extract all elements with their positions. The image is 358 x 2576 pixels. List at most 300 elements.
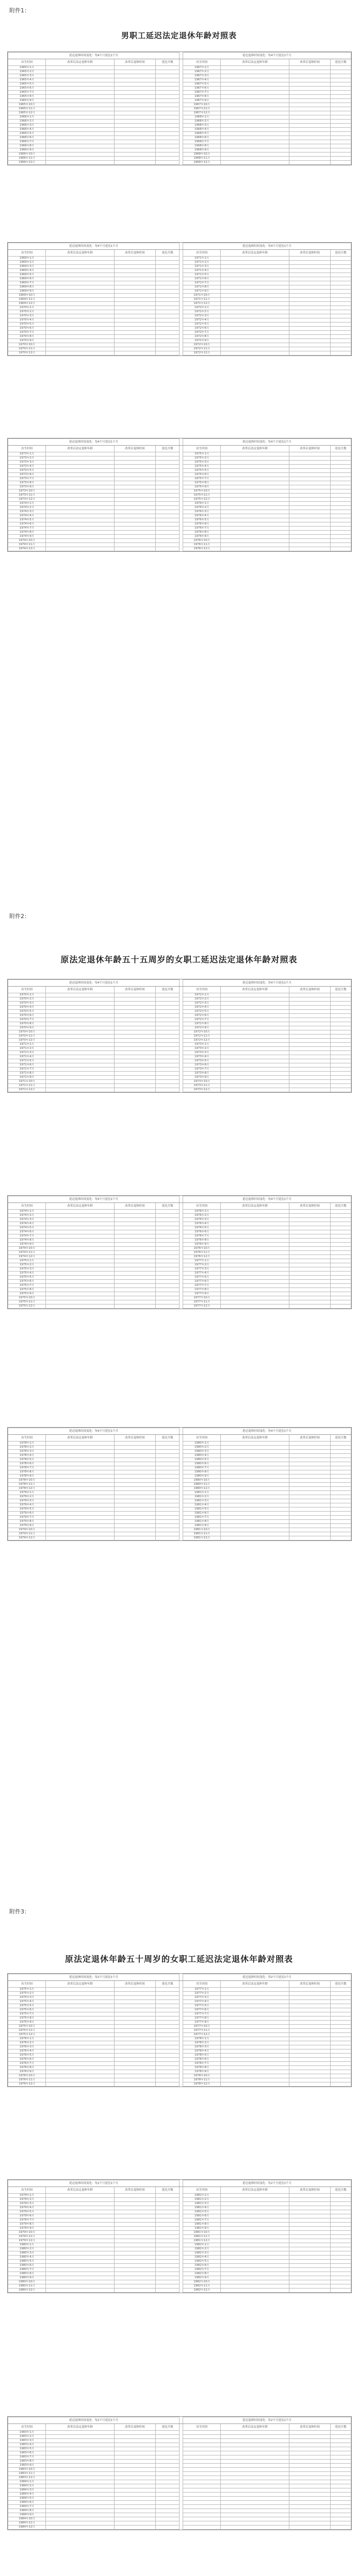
table-cell xyxy=(46,2464,115,2468)
table-cell xyxy=(46,465,115,469)
table-cell xyxy=(115,498,156,502)
table-cell xyxy=(221,1288,289,1292)
table-cell xyxy=(331,997,351,1002)
column-header: 改革后退休时间 xyxy=(115,2187,156,2194)
table-cell: 1971年1月 xyxy=(8,1043,46,1047)
table-cell: 1977年8月 xyxy=(183,1288,221,1292)
table-cell xyxy=(221,2041,289,2045)
table-cell xyxy=(289,535,331,539)
table-cell xyxy=(331,2243,351,2247)
table-cell xyxy=(115,518,156,522)
table-cell xyxy=(289,1222,331,1226)
table-cell xyxy=(115,1992,156,1996)
table-cell xyxy=(115,1055,156,1059)
table-cell xyxy=(46,298,115,302)
table-cell: 1966年11月 xyxy=(8,157,46,161)
table-cell xyxy=(289,997,331,1002)
table-cell xyxy=(331,148,351,152)
table-cell xyxy=(155,91,180,95)
table-cell: 1974年12月 xyxy=(8,547,46,551)
table-cell xyxy=(46,993,115,997)
table-cell: 1974年2月 xyxy=(8,506,46,510)
table-cell xyxy=(46,1470,115,1475)
table-cell xyxy=(289,1536,331,1540)
table-cell xyxy=(221,547,289,551)
table-cell xyxy=(115,2272,156,2276)
table-cell xyxy=(331,2033,351,2037)
table-cell: 1979年8月 xyxy=(8,1520,46,1524)
table-cell: 1978年3月 xyxy=(183,2045,221,2049)
table-cell: 1977年12月 xyxy=(183,2033,221,2037)
table-cell xyxy=(289,1263,331,1267)
table-cell xyxy=(221,1026,289,1030)
table-cell: 1973年1月 xyxy=(183,1043,221,1047)
table-cell xyxy=(115,99,156,103)
table-cell xyxy=(115,531,156,535)
table-cell xyxy=(155,2218,180,2223)
table-cell xyxy=(289,1462,331,1466)
column-header: 延迟月数 xyxy=(155,1981,180,1988)
table-cell xyxy=(155,2484,180,2488)
table-cell: 1975年5月 xyxy=(8,1276,46,1280)
table-cell xyxy=(221,2025,289,2029)
column-header: 改革后退休时间 xyxy=(115,1435,156,1442)
table-cell xyxy=(331,502,351,506)
table-cell xyxy=(221,2272,289,2276)
column-header: 改革后法定退休年龄 xyxy=(221,987,289,993)
table-cell xyxy=(289,331,331,335)
table-cell: 1970年3月 xyxy=(8,1002,46,1006)
table-cell xyxy=(331,461,351,465)
table-cell: 1976年9月 xyxy=(183,535,221,539)
table-cell: 1972年5月 xyxy=(183,323,221,327)
table-cell xyxy=(331,1006,351,1010)
table-cell xyxy=(155,339,180,343)
table-cell xyxy=(221,257,289,261)
table-row xyxy=(8,1475,351,1479)
table-cell xyxy=(221,1462,289,1466)
table-cell xyxy=(155,2268,180,2272)
table-cell: 1969年6月 xyxy=(8,277,46,281)
table-cell xyxy=(46,66,115,70)
table-cell xyxy=(46,1084,115,1088)
table-cell: 1974年4月 xyxy=(8,514,46,518)
table-row xyxy=(8,161,351,165)
table-cell xyxy=(155,1043,180,1047)
table-cell xyxy=(221,481,289,485)
table-cell xyxy=(331,2012,351,2016)
table-row xyxy=(8,2264,351,2268)
table-cell: 1976年6月 xyxy=(8,2058,46,2062)
table-cell xyxy=(221,1035,289,1039)
table-cell: 1976年2月 xyxy=(8,2041,46,2045)
table-cell: 1981年5月 xyxy=(183,1507,221,1512)
table-cell xyxy=(46,510,115,514)
table-row xyxy=(8,2231,351,2235)
table-row xyxy=(8,347,351,351)
table-cell: 1973年11月 xyxy=(183,1084,221,1088)
table-cell xyxy=(46,2202,115,2206)
table-cell: 1977年2月 xyxy=(183,1263,221,1267)
table-cell xyxy=(115,1284,156,1288)
table-row xyxy=(8,273,351,277)
table-cell xyxy=(115,2033,156,2037)
table-cell xyxy=(155,1018,180,1022)
table-cell: 1973年4月 xyxy=(183,1055,221,1059)
column-header: 改革后退休时间 xyxy=(115,1981,156,1988)
table-cell xyxy=(331,120,351,124)
table-cell xyxy=(46,1280,115,1284)
table-cell: 1976年10月 xyxy=(183,539,221,543)
table-cell xyxy=(115,87,156,91)
table-cell xyxy=(289,148,331,152)
column-header: 改革后退休时间 xyxy=(115,2424,156,2431)
table-cell xyxy=(289,1063,331,1067)
table-cell: 1969年1月 xyxy=(8,257,46,261)
table-cell xyxy=(221,2210,289,2214)
table-cell xyxy=(331,2198,351,2202)
table-cell xyxy=(115,2260,156,2264)
table-cell xyxy=(289,107,331,111)
table-top-header: 延迟退休时间变化：每4个月延迟1个月 xyxy=(183,243,351,250)
table-cell xyxy=(331,1483,351,1487)
table-cell xyxy=(289,2070,331,2074)
table-row xyxy=(8,87,351,91)
table-cell xyxy=(289,1296,331,1300)
table-cell: 1974年9月 xyxy=(8,1243,46,1247)
table-cell xyxy=(155,2455,180,2460)
table-row xyxy=(8,461,351,465)
table-cell xyxy=(331,1304,351,1309)
table-cell: 1978年5月 xyxy=(183,2054,221,2058)
table-row xyxy=(8,2464,351,2468)
table-cell: 1971年10月 xyxy=(183,294,221,298)
table-cell xyxy=(46,473,115,477)
table-cell xyxy=(331,323,351,327)
table-cell xyxy=(289,2276,331,2280)
table-cell xyxy=(115,343,156,347)
table-cell xyxy=(221,1524,289,1528)
column-header: 改革后退休时间 xyxy=(115,987,156,993)
table-row xyxy=(8,99,351,103)
table-cell xyxy=(155,290,180,294)
table-top-header: 延迟退休时间变化：每2个月延迟1个月 xyxy=(8,2417,180,2424)
table-cell xyxy=(221,1259,289,1263)
table-cell xyxy=(155,1051,180,1055)
table-cell xyxy=(331,152,351,157)
table-row xyxy=(8,2066,351,2070)
table-cell xyxy=(115,1288,156,1292)
table-cell xyxy=(155,489,180,494)
table-row xyxy=(8,74,351,78)
table-row xyxy=(8,465,351,469)
table-cell xyxy=(331,2239,351,2243)
table-cell xyxy=(155,1454,180,1458)
table-cell xyxy=(331,1487,351,1491)
table-cell xyxy=(46,2480,115,2484)
table-cell xyxy=(46,1080,115,1084)
table-cell: 1976年3月 xyxy=(183,510,221,514)
table-cell xyxy=(115,1267,156,1272)
table-cell xyxy=(289,522,331,527)
column-header: 改革后法定退休年龄 xyxy=(221,1435,289,1442)
table-cell xyxy=(115,2231,156,2235)
table-row xyxy=(8,1462,351,1466)
table-row xyxy=(8,2480,351,2484)
table-cell xyxy=(46,2447,115,2451)
table-row xyxy=(8,1288,351,1292)
table-cell xyxy=(221,1084,289,1088)
table-cell xyxy=(331,1088,351,1092)
table-cell xyxy=(155,1084,180,1088)
table-cell: 1966年3月 xyxy=(8,124,46,128)
table-cell xyxy=(115,506,156,510)
column-header: 延迟月数 xyxy=(331,1435,351,1442)
table-cell: 1973年7月 xyxy=(8,477,46,481)
table-cell xyxy=(289,1300,331,1304)
table-cell: 1976年11月 xyxy=(183,543,221,547)
table-row xyxy=(8,2439,351,2443)
table-cell xyxy=(155,1470,180,1475)
table-cell xyxy=(331,1516,351,1520)
table-cell xyxy=(221,2049,289,2054)
table-cell: 1979年9月 xyxy=(8,1524,46,1528)
table-cell: 1971年2月 xyxy=(183,261,221,265)
table-cell xyxy=(115,527,156,531)
table-cell xyxy=(46,1491,115,1495)
table-cell xyxy=(221,1063,289,1067)
table-cell xyxy=(221,161,289,165)
table-cell: 1970年7月 xyxy=(8,1018,46,1022)
column-header: 延迟月数 xyxy=(331,1203,351,1210)
table-cell xyxy=(221,1072,289,1076)
table-cell xyxy=(115,2488,156,2493)
table-row xyxy=(8,103,351,107)
table-cell xyxy=(46,2016,115,2021)
table-row xyxy=(8,269,351,273)
table-cell xyxy=(115,1088,156,1092)
table-cell: 1973年5月 xyxy=(8,469,46,473)
table-cell xyxy=(115,285,156,290)
table-row xyxy=(8,2218,351,2223)
table-cell xyxy=(115,494,156,498)
table-cell xyxy=(115,91,156,95)
table-cell xyxy=(115,1051,156,1055)
table-cell xyxy=(155,1063,180,1067)
table-cell: 1965年1月 xyxy=(8,66,46,70)
table-row xyxy=(8,1520,351,1524)
table-cell: 1971年11月 xyxy=(183,298,221,302)
table-row xyxy=(8,2484,351,2488)
column-header: 出生时间 xyxy=(183,446,221,452)
table-cell: 1979年1月 xyxy=(8,1491,46,1495)
table-cell xyxy=(115,2082,156,2087)
table-cell: 1966年8月 xyxy=(8,144,46,148)
table-cell: 1968年8月 xyxy=(183,144,221,148)
table-cell: 1979年12月 xyxy=(8,1536,46,1540)
table-cell xyxy=(46,1475,115,1479)
table-cell xyxy=(115,1491,156,1495)
table-top-header: 延迟退休时间变化：每4个月延迟1个月 xyxy=(8,1428,180,1435)
table-row xyxy=(8,351,351,355)
table-row xyxy=(8,136,351,140)
table-cell xyxy=(115,2041,156,2045)
table-cell: 1974年1月 xyxy=(8,1210,46,1214)
table-row xyxy=(8,327,351,331)
table-cell: 1981年3月 xyxy=(183,1499,221,1503)
table-cell xyxy=(115,1516,156,1520)
table-cell xyxy=(115,465,156,469)
table-cell xyxy=(46,2505,115,2509)
table-cell: 1972年5月 xyxy=(183,1010,221,1014)
table-cell xyxy=(221,2045,289,2049)
table-row xyxy=(8,2443,351,2447)
table-row xyxy=(8,456,351,461)
table-cell: 1965年4月 xyxy=(8,78,46,82)
table-cell xyxy=(155,2447,180,2451)
table-cell xyxy=(289,1988,331,1992)
table-cell xyxy=(331,2025,351,2029)
table-cell xyxy=(155,2078,180,2082)
table-cell xyxy=(115,2198,156,2202)
table-cell xyxy=(289,281,331,285)
table-row xyxy=(8,2054,351,2058)
table-cell xyxy=(331,2016,351,2021)
table-row xyxy=(8,1018,351,1022)
table-cell xyxy=(289,2082,331,2087)
table-cell: 1980年6月 xyxy=(183,1462,221,1466)
table-cell: 1975年11月 xyxy=(8,2029,46,2033)
table-row xyxy=(8,2447,351,2451)
table-cell xyxy=(46,2041,115,2045)
table-cell: 1978年4月 xyxy=(183,2049,221,2054)
table-cell: 1970年8月 xyxy=(8,335,46,339)
table-cell xyxy=(115,1226,156,1230)
table-cell: 1974年9月 xyxy=(8,535,46,539)
table-cell xyxy=(289,1239,331,1243)
table-row xyxy=(8,152,351,157)
table-cell xyxy=(155,1014,180,1018)
table-cell xyxy=(331,115,351,120)
table-cell xyxy=(331,1076,351,1080)
table-cell xyxy=(331,161,351,165)
table-row xyxy=(8,2025,351,2029)
table-cell: 1976年2月 xyxy=(183,1214,221,1218)
table-cell xyxy=(331,1018,351,1022)
table-row xyxy=(8,2004,351,2008)
table-row xyxy=(8,1528,351,1532)
table-row xyxy=(8,306,351,310)
table-cell xyxy=(155,74,180,78)
table-cell xyxy=(155,2041,180,2045)
table-cell xyxy=(221,314,289,318)
table-cell xyxy=(155,465,180,469)
column-header: 出生时间 xyxy=(183,1981,221,1988)
table-cell: 1979年1月 xyxy=(8,2194,46,2198)
table-cell xyxy=(331,2074,351,2078)
table-cell xyxy=(115,1292,156,1296)
column-header: 改革后退休时间 xyxy=(115,59,156,66)
table-cell xyxy=(115,1080,156,1084)
table-cell: 1972年6月 xyxy=(183,1014,221,1018)
table-cell: 1977年5月 xyxy=(183,2004,221,2008)
table-cell xyxy=(221,1210,289,1214)
table-cell xyxy=(155,502,180,506)
table-cell xyxy=(331,2037,351,2041)
table-row xyxy=(8,2280,351,2284)
table-cell xyxy=(289,1026,331,1030)
table-cell xyxy=(289,498,331,502)
table-cell xyxy=(221,535,289,539)
table-row xyxy=(8,2505,351,2509)
table-cell xyxy=(46,477,115,481)
table-cell xyxy=(115,2037,156,2041)
table-cell xyxy=(289,2058,331,2062)
table-cell xyxy=(221,1284,289,1288)
table-cell xyxy=(46,1516,115,1520)
table-cell xyxy=(331,306,351,310)
table-cell xyxy=(115,2513,156,2517)
table-cell xyxy=(115,1022,156,1026)
table-cell xyxy=(115,2206,156,2210)
table-cell xyxy=(289,152,331,157)
table-top-header: 延迟退休时间变化：每2个月延迟1个月 xyxy=(8,1974,180,1981)
table-cell xyxy=(155,78,180,82)
table-cell xyxy=(46,2276,115,2280)
table-cell xyxy=(289,539,331,543)
table-cell xyxy=(155,148,180,152)
table-row xyxy=(8,2206,351,2210)
table-cell xyxy=(221,1214,289,1218)
table-cell xyxy=(115,290,156,294)
table-cell xyxy=(331,128,351,132)
table-cell xyxy=(331,298,351,302)
table-row xyxy=(8,1247,351,1251)
table-cell xyxy=(46,2231,115,2235)
table-cell: 1981年6月 xyxy=(183,1512,221,1516)
table-row xyxy=(8,473,351,477)
table-cell xyxy=(221,1442,289,1446)
table-cell xyxy=(331,294,351,298)
table-row xyxy=(8,339,351,343)
table-cell xyxy=(289,1524,331,1528)
table-row xyxy=(8,2509,351,2513)
table-cell xyxy=(46,1051,115,1055)
table-cell: 1979年9月 xyxy=(8,2227,46,2231)
table-cell xyxy=(155,285,180,290)
table-cell xyxy=(331,302,351,306)
table-cell: 1965年10月 xyxy=(8,103,46,107)
table-cell xyxy=(155,2256,180,2260)
table-cell xyxy=(331,2235,351,2239)
table-cell xyxy=(331,261,351,265)
table-cell xyxy=(221,327,289,331)
table-cell: 1980年5月 xyxy=(8,2260,46,2264)
table-row xyxy=(8,2078,351,2082)
table-cell xyxy=(155,70,180,74)
table-row xyxy=(8,2021,351,2025)
table-cell xyxy=(289,494,331,498)
table-cell xyxy=(155,1304,180,1309)
retirement-table xyxy=(8,438,351,551)
column-header: 改革后退休时间 xyxy=(115,250,156,257)
table-row xyxy=(8,66,351,70)
table-cell xyxy=(155,2264,180,2268)
table-cell xyxy=(155,1002,180,1006)
table-cell xyxy=(155,2526,180,2530)
table-cell: 1975年6月 xyxy=(8,2008,46,2012)
table-row xyxy=(8,1458,351,1462)
